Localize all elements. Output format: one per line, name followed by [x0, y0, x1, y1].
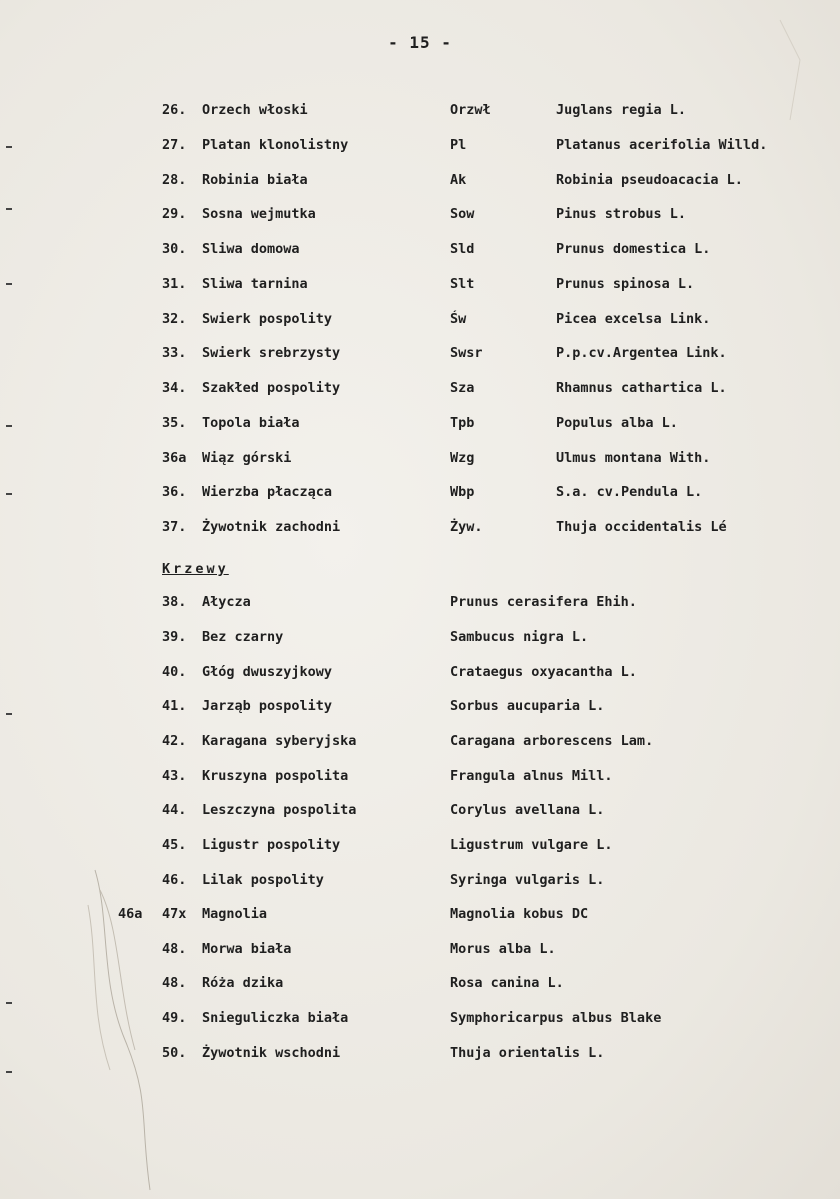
list-item: 37. Żywotnik zachodni Żyw. Thuja occidentalis Lé [162, 519, 727, 535]
list-item: 32. Swierk pospolity Św Picea excelsa Link. [162, 311, 711, 327]
list-item: 45. Ligustr pospolity Ligustrum vulgare L. [162, 837, 613, 853]
list-item: 46a 47x Magnolia Magnolia kobus DC [0, 902, 840, 926]
list-item: 26. Orzech włoski Orzwł Juglans regia L. [162, 102, 687, 118]
list-item: 30. Sliwa domowa Sld Prunus domestica L. [162, 241, 711, 257]
list-item: 31. Sliwa tarnina Slt Prunus spinosa L. [162, 276, 695, 292]
page-number: - 15 - [388, 33, 452, 52]
list-item: 38. Ałycza Prunus cerasifera Ehih. [162, 594, 637, 610]
list-item: 27. Platan klonolistny Pl Platanus acerifolia Willd. [162, 137, 768, 153]
list-item: 48. Róża dzika Rosa canina L. [162, 975, 564, 991]
list-item: 50. Żywotnik wschodni Thuja orientalis L. [162, 1045, 605, 1061]
list-item: 44. Leszczyna pospolita Corylus avellana L. [162, 802, 605, 818]
list-item: 35. Topola biała Tpb Populus alba L. [162, 415, 678, 431]
list-item: 33. Swierk srebrzysty Swsr P.p.cv.Argentea Link. [162, 345, 727, 361]
margin-annotation: 46a [118, 906, 143, 922]
list-item: 36a Wiąz górski Wzg Ulmus montana With. [162, 450, 711, 466]
list-item: 49. Snieguliczka biała Symphoricarpus albus Blake [162, 1010, 662, 1026]
margin-mark [6, 1071, 12, 1073]
section-heading-shrubs: Krzewy [162, 561, 229, 577]
list-item: 36. Wierzba płacząca Wbp S.a. cv.Pendula L. [162, 484, 703, 500]
list-item: 46. Lilak pospolity Syringa vulgaris L. [162, 872, 605, 888]
list-item: 29. Sosna wejmutka Sow Pinus strobus L. [162, 206, 687, 222]
list-item: 42. Karagana syberyjska Caragana arborescens Lam. [162, 733, 654, 749]
margin-mark [6, 1002, 12, 1004]
list-item: 34. Szakłed pospolity Sza Rhamnus cathartica L. [162, 380, 727, 396]
list-item: 28. Robinia biała Ak Robinia pseudoacacia L. [162, 172, 743, 188]
list-item: 48. Morwa biała Morus alba L. [162, 941, 556, 957]
list-item: 43. Kruszyna pospolita Frangula alnus Mill. [162, 768, 613, 784]
list-item: 41. Jarząb pospolity Sorbus aucuparia L. [162, 698, 605, 714]
list-item: 39. Bez czarny Sambucus nigra L. [162, 629, 589, 645]
list-item: 40. Głóg dwuszyjkowy Crataegus oxyacantha L. [162, 664, 637, 680]
